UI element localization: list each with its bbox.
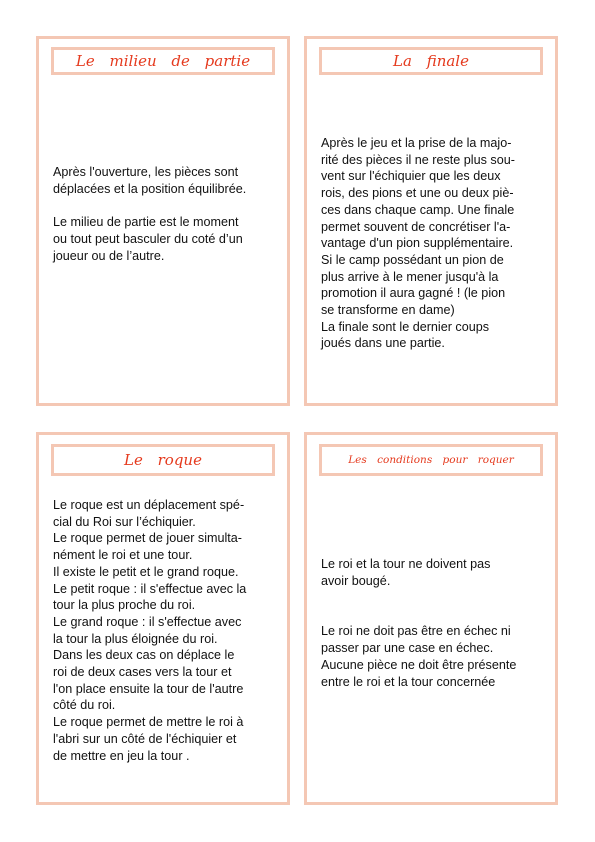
card-le-roque xyxy=(36,432,290,805)
card-title: Le milieu de partie xyxy=(75,52,251,70)
paragraph: Le roi ne doit pas être en échec ni passer par une case en échec. Aucune pièce ne doit être présente entre le roi et la tour concernée xyxy=(321,624,517,689)
card-title: Le roque xyxy=(124,451,202,469)
paragraph: Après l'ouverture, les pièces sont déplacées et la position équilibrée. xyxy=(53,165,247,196)
card-la-finale xyxy=(304,36,558,406)
card-title-box xyxy=(51,444,275,476)
card-body xyxy=(321,556,545,690)
paragraph: Le roi et la tour ne doivent pas avoir bougé. xyxy=(321,557,491,588)
card-title-box xyxy=(319,444,543,476)
card-body xyxy=(321,135,545,352)
card-body xyxy=(53,497,277,764)
card-body xyxy=(53,164,277,265)
card-title-box xyxy=(51,47,275,75)
paragraph: Le milieu de partie est le moment ou tout peut basculer du coté d’un joueur ou de l’autre. xyxy=(53,215,243,263)
paragraph: Le roque est un déplacement spé- cial du Roi sur l’échiquier. Le roque permet de jouer simulta- nément le roi et une tour. Il existe le petit et le grand roque. Le petit roque : il s'effectue avec la tour la plus proche du roi. Le grand roque : il s'effectue avec la tour la plus éloignée du roi. Dans les deux cas on déplace le roi de deux cases vers la tour et l'on place ensuite la tour de l'autre côté du roi. Le roque permet de mettre le roi à l'abri sur un côté de l'échiquier et de mettre en jeu la tour . xyxy=(53,498,247,763)
paragraph: Après le jeu et la prise de la majo- rité des pièces il ne reste plus sou- vent sur l'échiquier que les deux rois, des pions et une ou deux piè- ces dans chaque camp. Une finale permet souvent de concrétiser l'a- vantage d'un pion supplémentaire. Si le camp possédant un pion de plus arrive à le mener jusqu'à la promotion il aura gagné ! (le pion se transforme en dame) La finale sont le dernier coups joués dans une partie. xyxy=(321,136,515,351)
card-title: La finale xyxy=(393,52,469,70)
card-title-box xyxy=(319,47,543,75)
card-title: Les conditions pour roquer xyxy=(348,454,514,466)
card-milieu-de-partie xyxy=(36,36,290,406)
card-conditions-pour-roquer xyxy=(304,432,558,805)
